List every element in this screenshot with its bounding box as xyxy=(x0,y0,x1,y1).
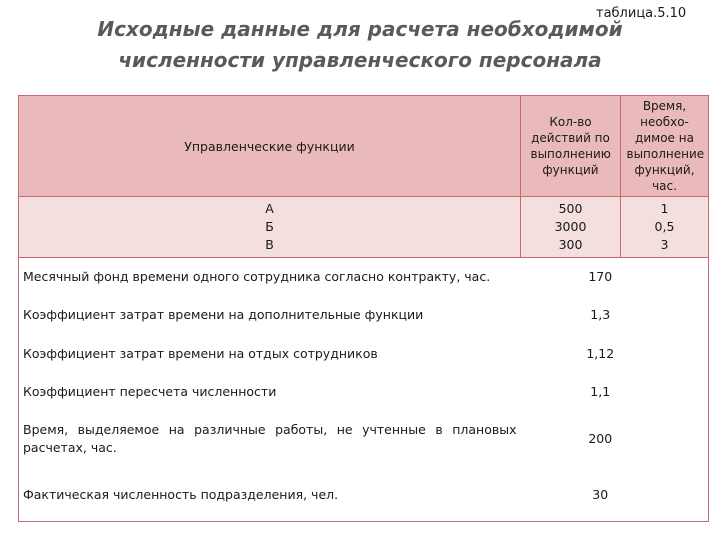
function-time: 3 xyxy=(660,237,669,252)
table-row xyxy=(19,334,709,374)
function-letter: Б xyxy=(265,219,274,234)
function-letters xyxy=(19,197,521,258)
table-row xyxy=(19,258,709,295)
row-label: Коэффициент затрат времени на отдых сотрудников xyxy=(19,334,521,374)
table-row xyxy=(19,410,709,468)
functions-row xyxy=(19,197,709,258)
table-row xyxy=(19,295,709,334)
function-counts xyxy=(521,197,621,258)
row-label: Коэффициент пересчета численности xyxy=(19,374,521,410)
table-row xyxy=(19,374,709,410)
row-value: 1,1 xyxy=(521,374,709,410)
row-label: Месячный фонд времени одного сотрудника согласно контракту, час. xyxy=(19,258,521,295)
row-value: 170 xyxy=(521,258,709,295)
function-count: 300 xyxy=(558,237,583,252)
function-times xyxy=(621,197,709,258)
row-value: 1,12 xyxy=(521,334,709,374)
table-number: таблица.5.10 xyxy=(596,6,687,21)
row-label: Коэффициент затрат времени на дополнительные функции xyxy=(19,295,521,334)
table-row xyxy=(19,468,709,522)
header-count xyxy=(521,96,621,197)
header-count-text: Кол-во действий по выполнению функций xyxy=(530,115,611,177)
page-title xyxy=(70,14,650,76)
row-value: 1,3 xyxy=(521,295,709,334)
row-value: 30 xyxy=(521,468,709,522)
row-value: 200 xyxy=(521,410,709,468)
function-count: 500 xyxy=(558,201,583,216)
header-time xyxy=(621,96,709,197)
row-label: Фактическая численность подразделения, чел. xyxy=(19,468,521,522)
table-header-row xyxy=(19,96,709,197)
header-functions: Управленческие функции xyxy=(19,96,521,197)
function-count: 3000 xyxy=(554,219,587,234)
title-line-1: Исходные данные для расчета необходимой xyxy=(97,17,623,41)
function-letter: В xyxy=(265,237,274,252)
function-time: 1 xyxy=(660,201,669,216)
data-table xyxy=(18,95,709,522)
function-letter: А xyxy=(265,201,274,216)
title-line-2: численности управленческого персонала xyxy=(118,48,602,72)
row-label: Время, выделяемое на различные работы, не учтенные в плановых расчетах, час. xyxy=(19,410,521,468)
function-time: 0,5 xyxy=(654,219,675,234)
header-time-text: Время, необхо-димое на выполнение функций, час. xyxy=(626,99,705,193)
